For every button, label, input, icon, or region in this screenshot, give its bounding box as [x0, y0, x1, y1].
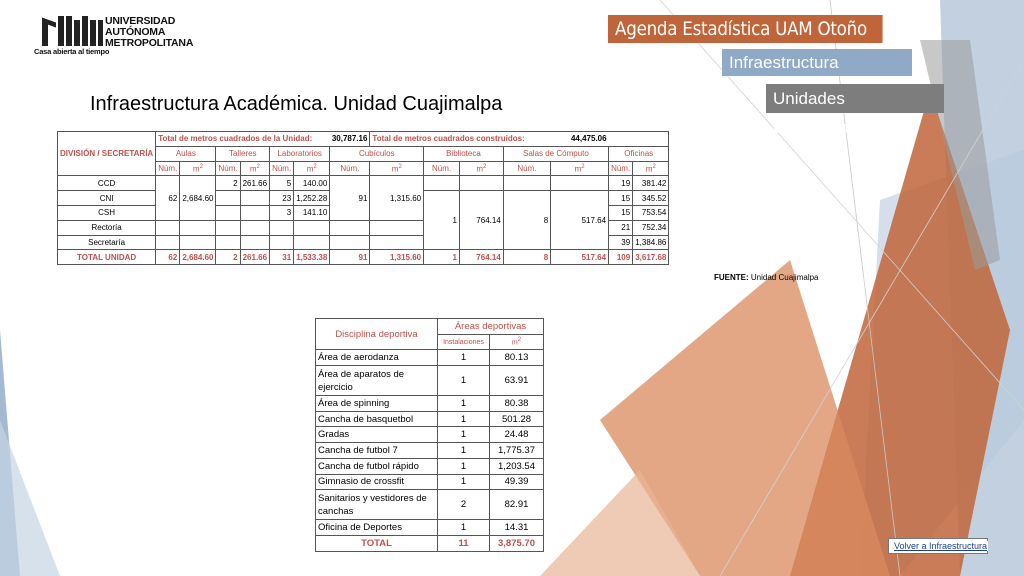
oficinas-num: 15: [609, 205, 633, 220]
empty-cell: [294, 220, 330, 235]
total-row: [58, 250, 669, 265]
subheader-num: Núm.: [424, 161, 460, 176]
sport-m2: 24.48: [490, 427, 544, 443]
source-label: FUENTE:: [714, 273, 749, 282]
uam-logo: [34, 16, 194, 56]
m2-header: $m^2$: [490, 334, 544, 350]
subheader-num: Núm.: [216, 161, 240, 176]
sport-name: Gradas: [316, 427, 438, 443]
sport-name: Área de spinning: [316, 396, 438, 412]
unit-total-cell: [156, 132, 330, 147]
sport-m2: 14.31: [490, 520, 544, 536]
oficinas-num: 21: [609, 220, 633, 235]
built-total-cell: [370, 132, 609, 147]
areas-header: Áreas deportivas: [438, 319, 544, 335]
unit-total-value: 30,787.16: [330, 132, 370, 147]
built-total-label: Total de metros cuadrados construidos:: [372, 134, 525, 144]
oficinas-num: 19: [609, 176, 633, 191]
sport-count: 1: [438, 396, 490, 412]
sports-row: [316, 458, 544, 474]
empty-cell: [370, 220, 424, 235]
uam-logo-mark: [42, 16, 104, 46]
sport-count: 1: [438, 350, 490, 366]
empty-cell: [180, 235, 216, 250]
empty-cell: [216, 235, 240, 250]
empty-cell: [156, 235, 180, 250]
salas-num: 8: [503, 191, 550, 250]
back-to-infraestructura-link[interactable]: Volver a Infraestructura: [894, 541, 988, 551]
infrastructure-table: [57, 131, 669, 265]
sport-name: Área de aparatos de ejercicio: [316, 366, 438, 396]
sport-m2: 1,775.37: [490, 443, 544, 459]
total-m2: 1,533.38: [294, 250, 330, 265]
sport-count: 1: [438, 458, 490, 474]
subheader-m2: $m^2$: [459, 161, 503, 176]
lab-m2: 141.10: [294, 205, 330, 220]
talleres-m2-empty: [240, 191, 269, 206]
sport-count: 1: [438, 366, 490, 396]
subheader-num: Núm.: [270, 161, 294, 176]
group-aulas: Aulas: [156, 146, 216, 161]
built-total-value: 44,475.06: [570, 134, 607, 144]
oficinas-m2: 345.52: [633, 191, 669, 206]
total-num: 1: [424, 250, 460, 265]
biblioteca-m2: 764.14: [459, 191, 503, 250]
total-num: 8: [503, 250, 550, 265]
sport-name: Oficina de Deportes: [316, 520, 438, 536]
oficinas-m2: 752.34: [633, 220, 669, 235]
cubiculos-m2: 1,315.60: [370, 176, 424, 220]
sports-body: [316, 350, 544, 536]
empty-cell: [216, 220, 240, 235]
sport-count: 1: [438, 443, 490, 459]
sport-m2: 1,203.54: [490, 458, 544, 474]
sport-name: Área de aerodanza: [316, 350, 438, 366]
empty-cell: [330, 235, 370, 250]
sports-row: [316, 350, 544, 366]
total-m2: 1,315.60: [370, 250, 424, 265]
page-title: Infraestructura Académica. Unidad Cuajimalpa: [90, 93, 503, 115]
sal-num-empty: [503, 176, 550, 191]
subheader-m2: $m^2$: [551, 161, 609, 176]
subheader-m2: $m^2$: [370, 161, 424, 176]
group-salas-computo: Salas de Cómputo: [503, 146, 608, 161]
empty-cell: [370, 235, 424, 250]
sports-row: [316, 443, 544, 459]
bib-m2-empty: [459, 176, 503, 191]
sport-name: Gimnasio de crossfit: [316, 474, 438, 490]
sports-row: [316, 427, 544, 443]
sports-row: [316, 520, 544, 536]
group-cubiculos: Cubículos: [330, 146, 424, 161]
table-header-row: [58, 132, 669, 147]
source-text: Unidad Cuajimalpa: [750, 273, 819, 282]
empty-cell: [240, 220, 269, 235]
empty-cell: [156, 220, 180, 235]
sports-row: [316, 366, 544, 396]
subheader-num: Núm.: [156, 161, 180, 176]
aulas-m2: 2,684.60: [180, 176, 216, 220]
oficinas-m2: 1,384.86: [633, 235, 669, 250]
bib-num-empty: [424, 176, 460, 191]
sport-count: 2: [438, 490, 490, 520]
sports-total-row: [316, 535, 544, 551]
sport-count: 1: [438, 520, 490, 536]
oficinas-m2: 381.42: [633, 176, 669, 191]
total-m2: 2,684.60: [180, 250, 216, 265]
empty-cell: [294, 235, 330, 250]
sports-row: [316, 396, 544, 412]
sport-m2: 80.38: [490, 396, 544, 412]
division-header: DIVISIÓN / SECRETARÍA: [58, 132, 156, 176]
subheader-m2: $m^2$: [633, 161, 669, 176]
total-m2: 764.14: [459, 250, 503, 265]
section-banner-infraestructura[interactable]: Infraestructura: [722, 49, 912, 76]
row-label-csh: CSH: [58, 205, 156, 220]
talleres-num: 2: [216, 176, 240, 191]
total-m2: 261.66: [240, 250, 269, 265]
total-m2: 517.64: [551, 250, 609, 265]
discipline-header: Disciplina deportiva: [316, 319, 438, 350]
subheader-num: Núm.: [330, 161, 370, 176]
subheader-num: Núm.: [609, 161, 633, 176]
sport-name: Cancha de basquetbol: [316, 411, 438, 427]
sport-count: 1: [438, 427, 490, 443]
sports-total-count: 11: [438, 535, 490, 551]
sport-m2: 49.39: [490, 474, 544, 490]
uam-logo-motto: Casa abierta al tiempo: [34, 47, 110, 56]
total-m2: 3,617.68: [633, 250, 669, 265]
talleres-num-empty: [216, 205, 240, 220]
total-label: TOTAL UNIDAD: [58, 250, 156, 265]
lab-num: 3: [270, 205, 294, 220]
built-total-filler: [609, 132, 669, 147]
lab-num: 23: [270, 191, 294, 206]
sports-row: [316, 411, 544, 427]
lab-m2: 1,252.28: [294, 191, 330, 206]
empty-cell: [270, 235, 294, 250]
empty-cell: [240, 235, 269, 250]
aulas-num: 62: [156, 176, 180, 220]
empty-cell: [270, 220, 294, 235]
oficinas-num: 39: [609, 235, 633, 250]
sal-m2-empty: [551, 176, 609, 191]
biblioteca-num: 1: [424, 191, 460, 250]
sports-areas-table: [315, 318, 544, 552]
sports-row: [316, 490, 544, 520]
row-label-cni: CNI: [58, 191, 156, 206]
sports-header-row: [316, 319, 544, 335]
subheader-m2: $m^2$: [180, 161, 216, 176]
uam-logo-name: UNIVERSIDAD AUTÓNOMA METROPOLITANA: [105, 15, 194, 49]
row-label-ccd: CCD: [58, 176, 156, 191]
total-num: 62: [156, 250, 180, 265]
subheader-m2: $m^2$: [294, 161, 330, 176]
group-biblioteca: Biblioteca: [424, 146, 504, 161]
sport-m2: 82.91: [490, 490, 544, 520]
lab-num: 5: [270, 176, 294, 191]
empty-cell: [180, 220, 216, 235]
talleres-num-empty: [216, 191, 240, 206]
row-label-rectoria: Rectoría: [58, 220, 156, 235]
unit-total-label: Total de metros cuadrados de la Unidad:: [158, 134, 313, 144]
total-num: 2: [216, 250, 240, 265]
sport-name: Cancha de futbol rápido: [316, 458, 438, 474]
sport-name: Sanitarios y vestidores de canchas: [316, 490, 438, 520]
lab-m2: 140.00: [294, 176, 330, 191]
table-row: [58, 176, 669, 191]
empty-cell: [330, 220, 370, 235]
sports-total-m2: 3,875.70: [490, 535, 544, 551]
cubiculos-num: 91: [330, 176, 370, 220]
sport-m2: 80.13: [490, 350, 544, 366]
sport-count: 1: [438, 474, 490, 490]
sport-name: Cancha de futbol 7: [316, 443, 438, 459]
total-num: 109: [609, 250, 633, 265]
subheader-m2: $m^2$: [240, 161, 269, 176]
talleres-m2: 261.66: [240, 176, 269, 191]
group-laboratorios: Laboratorios: [270, 146, 330, 161]
subsection-banner-unidades[interactable]: Unidades Universitarias: [766, 84, 944, 113]
group-oficinas: Oficinas: [609, 146, 669, 161]
oficinas-m2: 753.54: [633, 205, 669, 220]
sports-total-label: TOTAL: [316, 535, 438, 551]
sport-m2: 63.91: [490, 366, 544, 396]
talleres-m2-empty: [240, 205, 269, 220]
subheader-num: Núm.: [503, 161, 550, 176]
sport-m2: 501.28: [490, 411, 544, 427]
agenda-banner: Agenda Estadística UAM Otoño 2017: [608, 15, 883, 43]
oficinas-num: 15: [609, 191, 633, 206]
salas-m2: 517.64: [551, 191, 609, 250]
group-talleres: Talleres: [216, 146, 270, 161]
row-label-secretaria: Secretaría: [58, 235, 156, 250]
total-num: 91: [330, 250, 370, 265]
installations-header: Instalaciones: [438, 334, 490, 350]
sport-count: 1: [438, 411, 490, 427]
sports-row: [316, 474, 544, 490]
total-num: 31: [270, 250, 294, 265]
source-note: [714, 273, 819, 282]
